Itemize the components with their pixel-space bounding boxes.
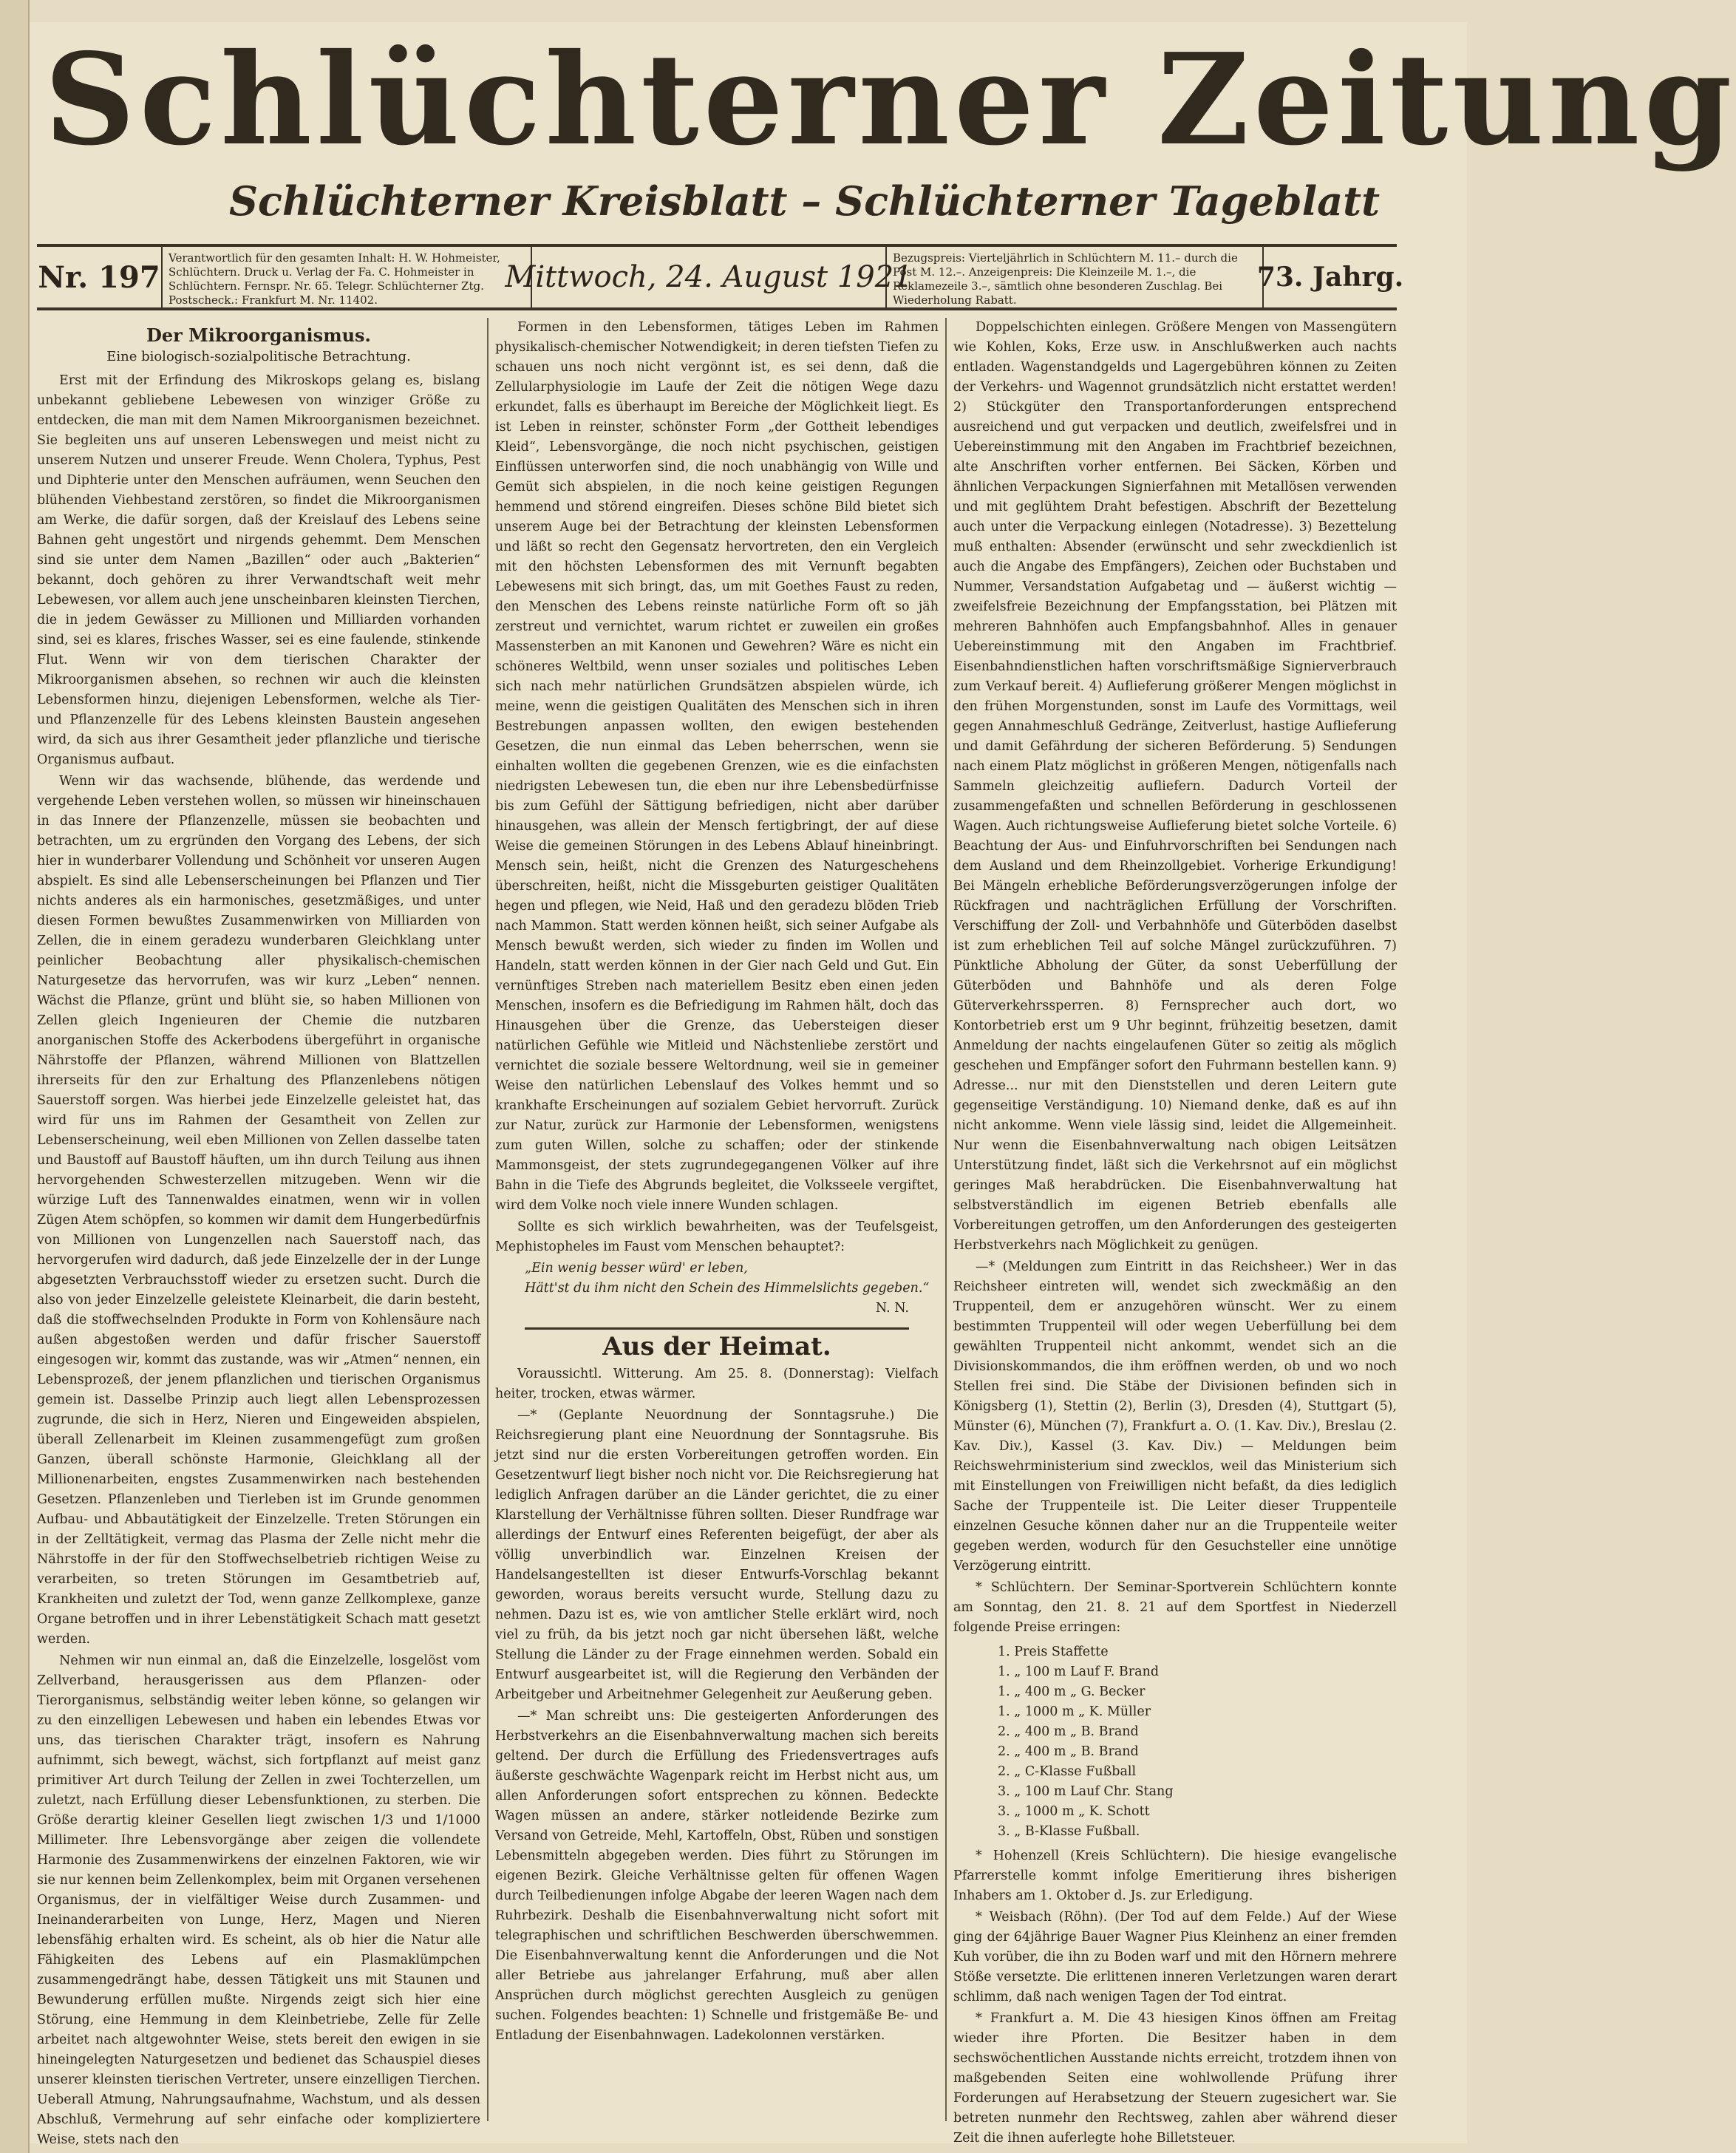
- result-item: 2. „ 400 m „ B. Brand: [998, 1744, 1139, 1759]
- news-paragraph: Doppelschichten einlegen. Größere Mengen von Massengütern wie Kohlen, Koks, Erze usw. in Anschlußwerken auch nachts entladen. Wagenstandgelds und Lagergebühren können zu Zeiten der Verkehrs- und Wagennot grundsätzlich nicht erstattet werden! 2) Stückgüter den Transportanforderungen entsprechend ausreichend und gut verpacken und deutlich, zweifelsfrei und in Uebereinstimmung mit den Angaben im Frachtbrief bezeichnen, alte Anschriften vorher entfernen. Bei Säcken, Körben und ähnlichen Verpackungen Signierfahnen mit Metallösen verwenden und mit geglühtem Draht befestigen. Abschrift der Bezettelung auch unter die Verpackung einlegen (Notadresse). 3) Bezettelung muß enthalten: Absender (erwünscht und sehr zweckdienlich ist auch die Angabe des Empfängers), Zeichen oder Buchstaben und Nummer, Versandstation Aufgabetag und — äußerst wichtig — zweifelsfreie Bezeichnung der Empfangsstation, bei Plätzen mit mehreren Bahnhöfen auch Empfangsbahnhof. Alles in genauer Uebereinstimmung mit den Angaben im Frachtbrief. Eisenbahndienstlichen haften vorschriftsmäßige Signierverbrauch zum Verkauf bereit. 4) Auflieferung größerer Mengen möglichst in den frühen Morgenstunden, sonst im Laufe des Vormittags, weil gegen Annahmeschluß Gedränge, Zeitverlust, hastige Auflieferung und damit Gefährdung der sicheren Beförderung. 5) Sendungen nach einem Platz möglichst in größeren Mengen, nötigenfalls nach Sammeln gleichzeitig aufliefern. Dadurch Vorteil der zusammengefaßten und schnellen Beförderung in geschlossenen Wagen. Auch richtungsweise Auflieferung bietet solche Vorteile. 6) Beachtung der Aus- und Einfuhrvorschriften bei Sendungen nach dem Ausland und dem Rheinzollgebiet. Vorherige Erkundigung! Bei Mängeln erhebliche Beförderungsverzögerungen infolge der Rückfragen und nachträglichen Erfüllung der Vorschriften. Verschiffung der Zoll- und Verbahnhöfe und Güterböden daselbst ist zum erheblichen Teil auf solche Mängel zurückzuführen. 7) Pünktliche Abholung der Güter, da sonst Ueberfüllung der Güterböden und Bahnhöfe und als deren Folge Güterverkehrssperren. 8) Fernsprecher auch dort, wo Kontorbetrieb erst um 9 Uhr beginnt, frühzeitig besetzen, damit Anmeldung der nachts eingelaufenen Güter so zeitig als möglich geschehen und Empfänger sofort den Fuhrmann bestellen kann. 9) Adresse... nur mit den Dienststellen und deren Leitern gute gegenseitige Verständigung. 10) Niemand denke, daß es auf ihn nicht ankomme. Wenn viele lässig sind, leidet die Allgemeinheit. Nur wenn die Eisenbahnverwaltung nach obigen Leitsätzen Unterstützung findet, läßt sich die Verkehrsnot auf ein möglichst geringes Maß herabdrücken. Die Eisenbahnverwaltung hat selbstverständlich im eigenen Betrieb ebenfalls alle Vorbereitungen getroffen, um den Anforderungen des gesteigerten Herbstverkehrs nach Möglichkeit zu genügen.: [953, 320, 1397, 1253]
- column-divider: [945, 318, 947, 2121]
- column-2: [495, 318, 939, 2121]
- news-paragraph: Voraussichtl. Witterung. Am 25. 8. (Donnerstag): Vielfach heiter, trocken, etwas wärmer.: [495, 1367, 939, 1401]
- article-paragraph: Erst mit der Erfindung des Mikroskops gelang es, bislang unbekannt gebliebene Lebewesen von winziger Größe zu entdecken, die man mit dem Namen Mikroorganismen bezeichnet. Sie begleiten uns auf unseren Lebenswegen und meist nicht zu unserem Nutzen und unserer Freude. Wenn Cholera, Typhus, Pest und Diphterie unter den Menschen aufräumen, wenn Seuchen den blühenden Viehbestand zerstören, so findet die Mikroorganismen am Werke, die dafür sorgen, daß der Kreislauf des Lebens seine Bahnen geht ungestört und nirgends gehemmt. Dem Menschen sind sie unter dem Namen „Bazillen“ oder auch „Bakterien“ bekannt, doch gehören zu ihrer Verwandtschaft weit mehr Lebewesen, vor allem auch jene unscheinbaren kleinsten Tierchen, die in jedem Gewässer zu Millionen und Milliarden vorhanden sind, sei es klares, frisches Wasser, sei es eine faulende, stinkende Flut. Wenn wir von dem tierischen Charakter der Mikroorganismen absehen, so rechnen wir auch die kleinsten Lebensformen hinzu, diejenigen Lebensformen, welche als Tier- und Pflanzenzelle für des Lebens kleinsten Baustein angesehen wird, da sich aus ihrer Gesamtheit jeder pflanzliche und tierische Organismus aufbaut.: [37, 373, 480, 767]
- news-paragraph: * Schlüchtern. Der Seminar-Sportverein Schlüchtern konnte am Sonntag, den 21. 8. 21 auf dem Sportfest in Niederzell folgende Preise erringen:: [953, 1580, 1397, 1635]
- result-item: 2. „ C-Klasse Fußball: [998, 1764, 1137, 1779]
- price-info: Bezugspreis: Vierteljährlich in Schlüchtern M. 11.– durch die Post M. 12.–. Anzeigenpreis: Die Kleinzeile M. 1.–, die Reklamezeile 3.–, sämtlich ohne besonderen Zuschlag. Bei Wiederholung Rabatt.: [887, 247, 1264, 307]
- news-paragraph: * Hohenzell (Kreis Schlüchtern). Die hiesige evangelische Pfarrerstelle kommt infolge Emeritierung ihres bisherigen Inhabers am 1. Oktober d. Js. zur Erledigung.: [953, 1848, 1397, 1903]
- section-divider: [525, 1327, 909, 1330]
- imprint: Verantwortlich für den gesamten Inhalt: H. W. Hohmeister, Schlüchtern. Druck u. Verlag der Fa. C. Hohmeister in Schlüchtern. Fernspr. Nr. 65. Telegr. Schlüchterner Ztg. Postscheck.: Frankfurt M. Nr. 11402.: [163, 247, 532, 307]
- result-item: 2. „ 400 m „ B. Brand: [998, 1724, 1139, 1739]
- issue-date: Mittwoch, 24. August 1921: [532, 247, 887, 307]
- issue-info-bar: [37, 244, 1404, 310]
- newspaper-title: Schlüchterner Zeitung: [44, 26, 1736, 174]
- results-list: [998, 1642, 1397, 1842]
- result-item: 1. „ 100 m Lauf F. Brand: [998, 1664, 1160, 1679]
- result-item: 1. Preis Staffette: [998, 1644, 1109, 1659]
- column-3: [953, 318, 1397, 2146]
- column-divider: [487, 318, 489, 2121]
- newspaper-subtitle: Schlüchterner Kreisblatt – Schlüchterner Tageblatt: [229, 177, 1381, 225]
- result-item: 1. „ 400 m „ G. Becker: [998, 1684, 1146, 1699]
- adjacent-page-edge: [0, 0, 30, 2153]
- result-item: 1. „ 1000 m „ K. Müller: [998, 1704, 1151, 1719]
- article-paragraph: Nehmen wir nun einmal an, daß die Einzelzelle, losgelöst vom Zellverband, herausgerissen aus dem Pflanzen- oder Tierorganismus, selbständig weiter leben könne, so gelangen wir zu den einzelligen Lebewesen und haben ein lebendes Etwas vor uns, das tierischen Charakter trägt, insofern es Nahrung aufnimmt, sich bewegt, wächst, sich fortpflanzt auf meist ganz primitiver Art durch Teilung der Zellen in zwei Tochterzellen, um zuletzt, nach Erfüllung dieser Lebensfunktionen, zu sterben. Die Größe derartig kleiner Gesellen liegt zwischen 1/3 und 1/1000 Millimeter. Ihre Lebensvorgänge aber zeigen die vollendete Harmonie des Zusammenwirkens der einzelnen Faktoren, wie wir sie nur kennen beim Zellenkomplex, beim mit Organen versehenen Organismus, der in vielfältiger Weise durch Zusammen- und Ineinanderarbeiten von Lunge, Herz, Magen und Nieren lebensfähig erhalten wird. Es scheint, als ob hier die Natur alle Fähigkeiten des Lebens auf ein Plasmaklümpchen zusammengedrängt habe, dessen Tätigkeit uns mit Staunen und Bewunderung erfüllen mußte. Nirgends zeigt sich hier eine Störung, eine Hemmung in dem Kleinbetriebe, Zelle für Zelle arbeitet nach altgewohnter Weise, stets bereit den ewigen in sie hineingelegten Naturgesetzen und bedienet das Schauspiel dieses unserer kleinsten tierischen Vertreter, unsere einzelligen Tierchen. Ueberall Atmung, Nahrungsaufnahme, Wachstum, und als dessen Abschluß, Vermehrung auf sehr einfache oder kompliziertere Weise, stets nach den: [37, 1653, 480, 2147]
- result-item: 3. „ B-Klasse Fußball.: [998, 1824, 1140, 1839]
- quote-line: Hätt'st du ihm nicht den Schein des Himmelslichts gegeben.“: [525, 1281, 930, 1296]
- news-paragraph: * Weisbach (Röhn). (Der Tod auf dem Felde.) Auf der Wiese ging der 64jährige Bauer Wagner Pius Kleinhenz an einer fremden Kuh vorüber, die ihn zu Boden warf und mit den Hörnern mehrere Stöße versetzte. Die erlittenen inneren Verletzungen waren derart schlimm, daß nach wenigen Tagen der Tod eintrat.: [953, 1910, 1397, 2004]
- article-paragraph: Sollte es sich wirklich bewahrheiten, was der Teufelsgeist, Mephistopheles im Faust vom Menschen behauptet?:: [495, 1220, 939, 1254]
- result-item: 3. „ 1000 m „ K. Schott: [998, 1804, 1150, 1819]
- column-1: [37, 318, 480, 2147]
- section-heading: Aus der Heimat.: [602, 1332, 831, 1361]
- news-paragraph: —* (Geplante Neuordnung der Sonntagsruhe.) Die Reichsregierung plant eine Neuordnung der Sonntagsruhe. Bis jetzt sind nur die ersten Vorbereitungen getroffen worden. Ein Gesetzentwurf liegt bisher noch nicht vor. Die Reichsregierung hat lediglich Anfragen darüber an die Länder gerichtet, die zu einer Klarstellung der Verhältnisse führen sollten. Dieser Rundfrage war allerdings der Entwurf eines Referenten beigefügt, der aber als völlig unverbindlich war. Einzelnen Kreisen der Handelsangestellten ist dieser Entwurfs-Vorschlag bekannt geworden, woraus bereits versucht wurde, Stellung dazu zu nehmen. Dazu ist es, wie von amtlicher Stelle erklärt wird, noch viel zu früh, da bis jetzt noch gar nicht übersehen läßt, welche Stellung die Länder zu der Frage einnehmen werden. Sobald ein Entwurf ausgearbeitet ist, will die Regierung den Verbänden der Arbeitgeber und Arbeitnehmer Gelegenheit zur Aeußerung geben.: [495, 1408, 939, 1702]
- result-item: 3. „ 100 m Lauf Chr. Stang: [998, 1784, 1174, 1799]
- volume-year: 73. Jahrg.: [1256, 262, 1404, 293]
- article-subhead: Eine biologisch-sozialpolitische Betrachtung.: [106, 349, 411, 364]
- news-paragraph: * Frankfurt a. M. Die 43 hiesigen Kinos öffnen am Freitag wieder ihre Pforten. Die Besitzer haben in dem sechswöchentlichen Ausstande nichts erreicht, trotzdem ihnen von maßgebenden Seiten eine wohlwollende Prüfung ihrer Forderungen auf Herabsetzung der Steuern zugesichert war. Sie betreten nunmehr den Rechtsweg, zahlen aber während dieser Zeit die ihnen auferlegte hohe Billetsteuer.: [953, 2011, 1397, 2146]
- news-paragraph: —* Man schreibt uns: Die gesteigerten Anforderungen des Herbstverkehrs an die Eisenbahnverwaltung machen sich bereits geltend. Der durch die Erfüllung des Friedensvertrages aufs äußerste geschwächte Wagenpark reicht im Herbst nicht aus, um allen Anforderungen sofort entsprechen zu können. Bedeckte Wagen müssen an andere, stärker notleidende Bezirke zum Versand von Getreide, Mehl, Kartoffeln, Obst, Rüben und sonstigen Lebensmitteln abgegeben werden. Dies führt zu Störungen im eigenen Bezirk. Gleiche Verhältnisse gelten für offenen Wagen durch Teilbedienungen infolge Abgabe der leeren Wagen nach dem Ruhrbezirk. Deshalb die Eisenbahnverwaltung nicht sofort mit telegraphischen und schriftlichen Beschwerden überschwemmen. Die Eisenbahnverwaltung kennt die Anforderungen und die Not aller Betriebe aus jahrelanger Erfahrung, muß aber allen Ansprüchen durch möglichst gerechten Ausgleich zu genügen suchen. Folgendes beachten: 1) Schnelle und fristgemäße Be- und Entladung der Eisenbahnwagen. Ladekolonnen verstärken.: [495, 1709, 939, 2043]
- article-signature: N. N.: [875, 1301, 909, 1316]
- quote-line: „Ein wenig besser würd' er leben,: [525, 1261, 748, 1276]
- article-paragraph: Formen in den Lebensformen, tätiges Leben im Rahmen physikalisch-chemischer Notwendigkeit; in deren tiefsten Tiefen zu schauen uns noch nicht vergönnt ist, es sei denn, daß die Zellularphysiologie im Laufe der Zeit die nötigen Wege dazu erkundet, falls es überhaupt im Bereiche der Möglichkeit liegt. Es ist Leben in reinster, schönster Form „der Gottheit lebendiges Kleid“, Lebensvorgänge, die noch nicht psychischen, geistigen Einflüssen unterworfen sind, die noch unabhängig von Wille und Gemüt sich abspielen, in die noch keine geistigen Regungen hemmend und störend eingreifen. Dieses schöne Bild bietet sich unserem Auge bei der Betrachtung der kleinsten Lebensformen und läßt so recht den Gegensatz hervortreten, den ein Vergleich mit den höchsten Lebensformen des mit Vernunft begabten Lebewesens mit sich bringt, das, um mit Goethes Faust zu reden, den Menschen des Lebens reinste natürliche Form oft so jäh zerstreut und vernichtet, warum richtet er zuweilen ein großes Massensterben an mit Kanonen und Gewehren? Wäre es nicht ein schöneres Weltbild, wenn unser soziales und politisches Leben sich nach mehr natürlichen Grundsätzen abspielen würde, ich meine, wenn die geistigen Qualitäten des Menschen sich in ihren Bestrebungen anpassen wollten, den ewigen bestehenden Gesetzen, die nun einmal das Leben beherrschen, wenn sie einhalten wollten die gegebenen Grenzen, wie es die einfachsten niedrigsten Lebewesen tun, die eben nur ihre Lebensbedürfnisse bis zum Gefühl der Sättigung befriedigen, nicht aber darüber hinausgehen, was allein der Mensch fertigbringt, der auf diese Weise die gemeinen Störungen in des Lebens Ablauf hineinbringt. Mensch sein, heißt, nicht die Grenzen des Naturgeschehens überschreiten, heißt, nicht die Missgeburten geistiger Qualitäten hegen und pflegen, wie Neid, Haß und den geradezu blöden Trieb nach Mammon. Statt werden können heißt, sich seiner Aufgabe als Mensch bewußt werden, sich wieder zu finden im Wollen und Handeln, statt werden können in der Gier nach Geld und Gut. Ein vernünftiges Streben nach materiellem Besitz eben einen jeden Menschen, insofern es die Befriedigung im Rahmen hält, doch das Hinausgehen über die Grenze, das Uebersteigen dieser natürlichen Gefühle wie Mitleid und Nächstenliebe zerstört und vernichtet die soziale bessere Weltordnung, weil sie in gemeiner Weise den natürlichen Lebenslauf des Volkes hemmt und so krankhafte Erscheinungen auf sozialem Gebiet hervorruft. Zurück zur Natur, zurück zur Harmonie der Lebensformen, wenigstens zum guten Willen, solche zu schaffen; oder der stinkende Mammonsgeist, der stets zugrundegegangenen Völker auf ihre Bahn in die Tiefe des Abgrunds begleitet, die Volksseele vergiftet, wird dem Volke noch viele innere Wunden schlagen.: [495, 320, 939, 1213]
- masthead: [44, 26, 1736, 177]
- article-paragraph: Wenn wir das wachsende, blühende, das werdende und vergehende Leben verstehen wollen, so müssen wir hineinschauen in das Innere der Pflanzenzelle, müssen sie beobachten und betrachten, um zu ergründen den Vorgang des Lebens, der sich hier in wunderbarer Vollendung und Schönheit vor unseren Augen abspielt. Es sind alle Lebenserscheinungen bei Pflanzen und Tier nichts anderes als ein harmonisches, gesetzmäßiges, und unter diesen Formen bewußtes Zusammenwirken von Milliarden von Zellen, die in einem geradezu wunderbaren Gleichklang unter peinlicher Beobachtung aller physikalisch-chemischen Naturgesetze das hervorrufen, was wir kurz „Leben“ nennen. Wächst die Pflanze, grünt und blüht sie, so haben Millionen von Zellen gleich Ingenieuren der Chemie die nutzbaren anorganischen Stoffe des Ackerbodens übergeführt in organische Nährstoffe der Pflanzen, während Millionen von Blattzellen ihrerseits für den zur Erhaltung des Pflanzenlebens nötigen Sauerstoff sorgen. Was hierbei jede Einzelzelle geleistet hat, das wird für uns im Rahmen der Gesamtheit von Zellen zur Lebenserscheinung, weil eben Millionen von Zellen dasselbe taten und Baustoff auf Baustoff häuften, um ihn durch Teilung aus ihnen hervorgehenden Schwesterzellen mitzugeben. Wenn wir die würzige Luft des Tannenwaldes einatmen, wenn wir in vollen Zügen Atem schöpfen, so kommen wir damit dem Hungerbedürfnis von Millionen von Lungenzellen nach Sauerstoff nach, das hervorgerufen wird dadurch, daß jede Einzelzelle der in der Lunge abgesetzten Verbrauchsstoff wieder zu ersetzen sucht. Durch die also von jeder Einzelzelle geleistete Kleinarbeit, die darin besteht, daß die stoffwechselnden Produkte in Form von Kohlensäure nach außen abgestoßen werden und dafür frischer Sauerstoff eingesogen wir, kommt das zustande, was wir „Atmen“ nennen, ein Lebensprozeß, der jenem pflanzlichen und tierischen Organismus gemein ist. Dasselbe Prinzip auch liegt allen Lebensprozessen zugrunde, die sich in Herz, Nieren und Eingeweiden abspielen, überall Zellenarbeit im Kleinen zusammengefügt zum großen Ganzen, überall schönste Harmonie, Gleichklang all der Millionenarbeiten, engstes Zusammenwirken nach bestehenden Gesetzen. Pflanzenleben und Tierleben ist im Grunde genommen Aufbau- und Abbautätigkeit der Einzelzelle. Treten Störungen ein in der Zelltätigkeit, vermag das Plasma der Zelle nicht mehr die Nährstoffe in der für den Stoffwechselbetrieb richtigen Weise zu verarbeiten, so treten Störungen im Gesamtbetrieb auf, Krankheiten und zuletzt der Tod, wenn ganze Zellkomplexe, ganze Organe betroffen und in ihrer Lebenstätigkeit Schach matt gesetzt werden.: [37, 774, 480, 1647]
- issue-number: Nr. 197: [37, 247, 163, 307]
- news-paragraph: —* (Meldungen zum Eintritt in das Reichsheer.) Wer in das Reichsheer eintreten will, wendet sich zweckmäßig an den Truppenteil, dem er anzugehören wünscht. Wer zu einem bestimmten Truppenteil will oder wegen Ueberfüllung bei dem gewählten Truppenteil nicht ankommt, wendet sich an die Divisionskommandos, die ihm eröffnen werden, ob und wo noch Stellen frei sind. Die Stäbe der Divisionen befinden sich in Königsberg (1), Stettin (2), Berlin (3), Dresden (4), Stuttgart (5), Münster (6), München (7), Frankfurt a. O. (1. Kav. Div.), Breslau (2. Kav. Div.), Kassel (3. Kav. Div.) — Meldungen beim Reichswehrministerium sind zwecklos, weil das Ministerium sich mit Einstellungen von Freiwilligen nicht befaßt, da dies lediglich Sache der Truppenteile ist. Die Leiter dieser Truppenteile einzelnen Gesuche können daher nur an die Truppenteile weiter gegeben werden, wodurch für den Gesuchsteller eine unnötige Verzögerung eintritt.: [953, 1259, 1397, 1574]
- article-headline: Der Mikroorganismus.: [146, 324, 371, 346]
- article-columns: [37, 318, 1397, 2147]
